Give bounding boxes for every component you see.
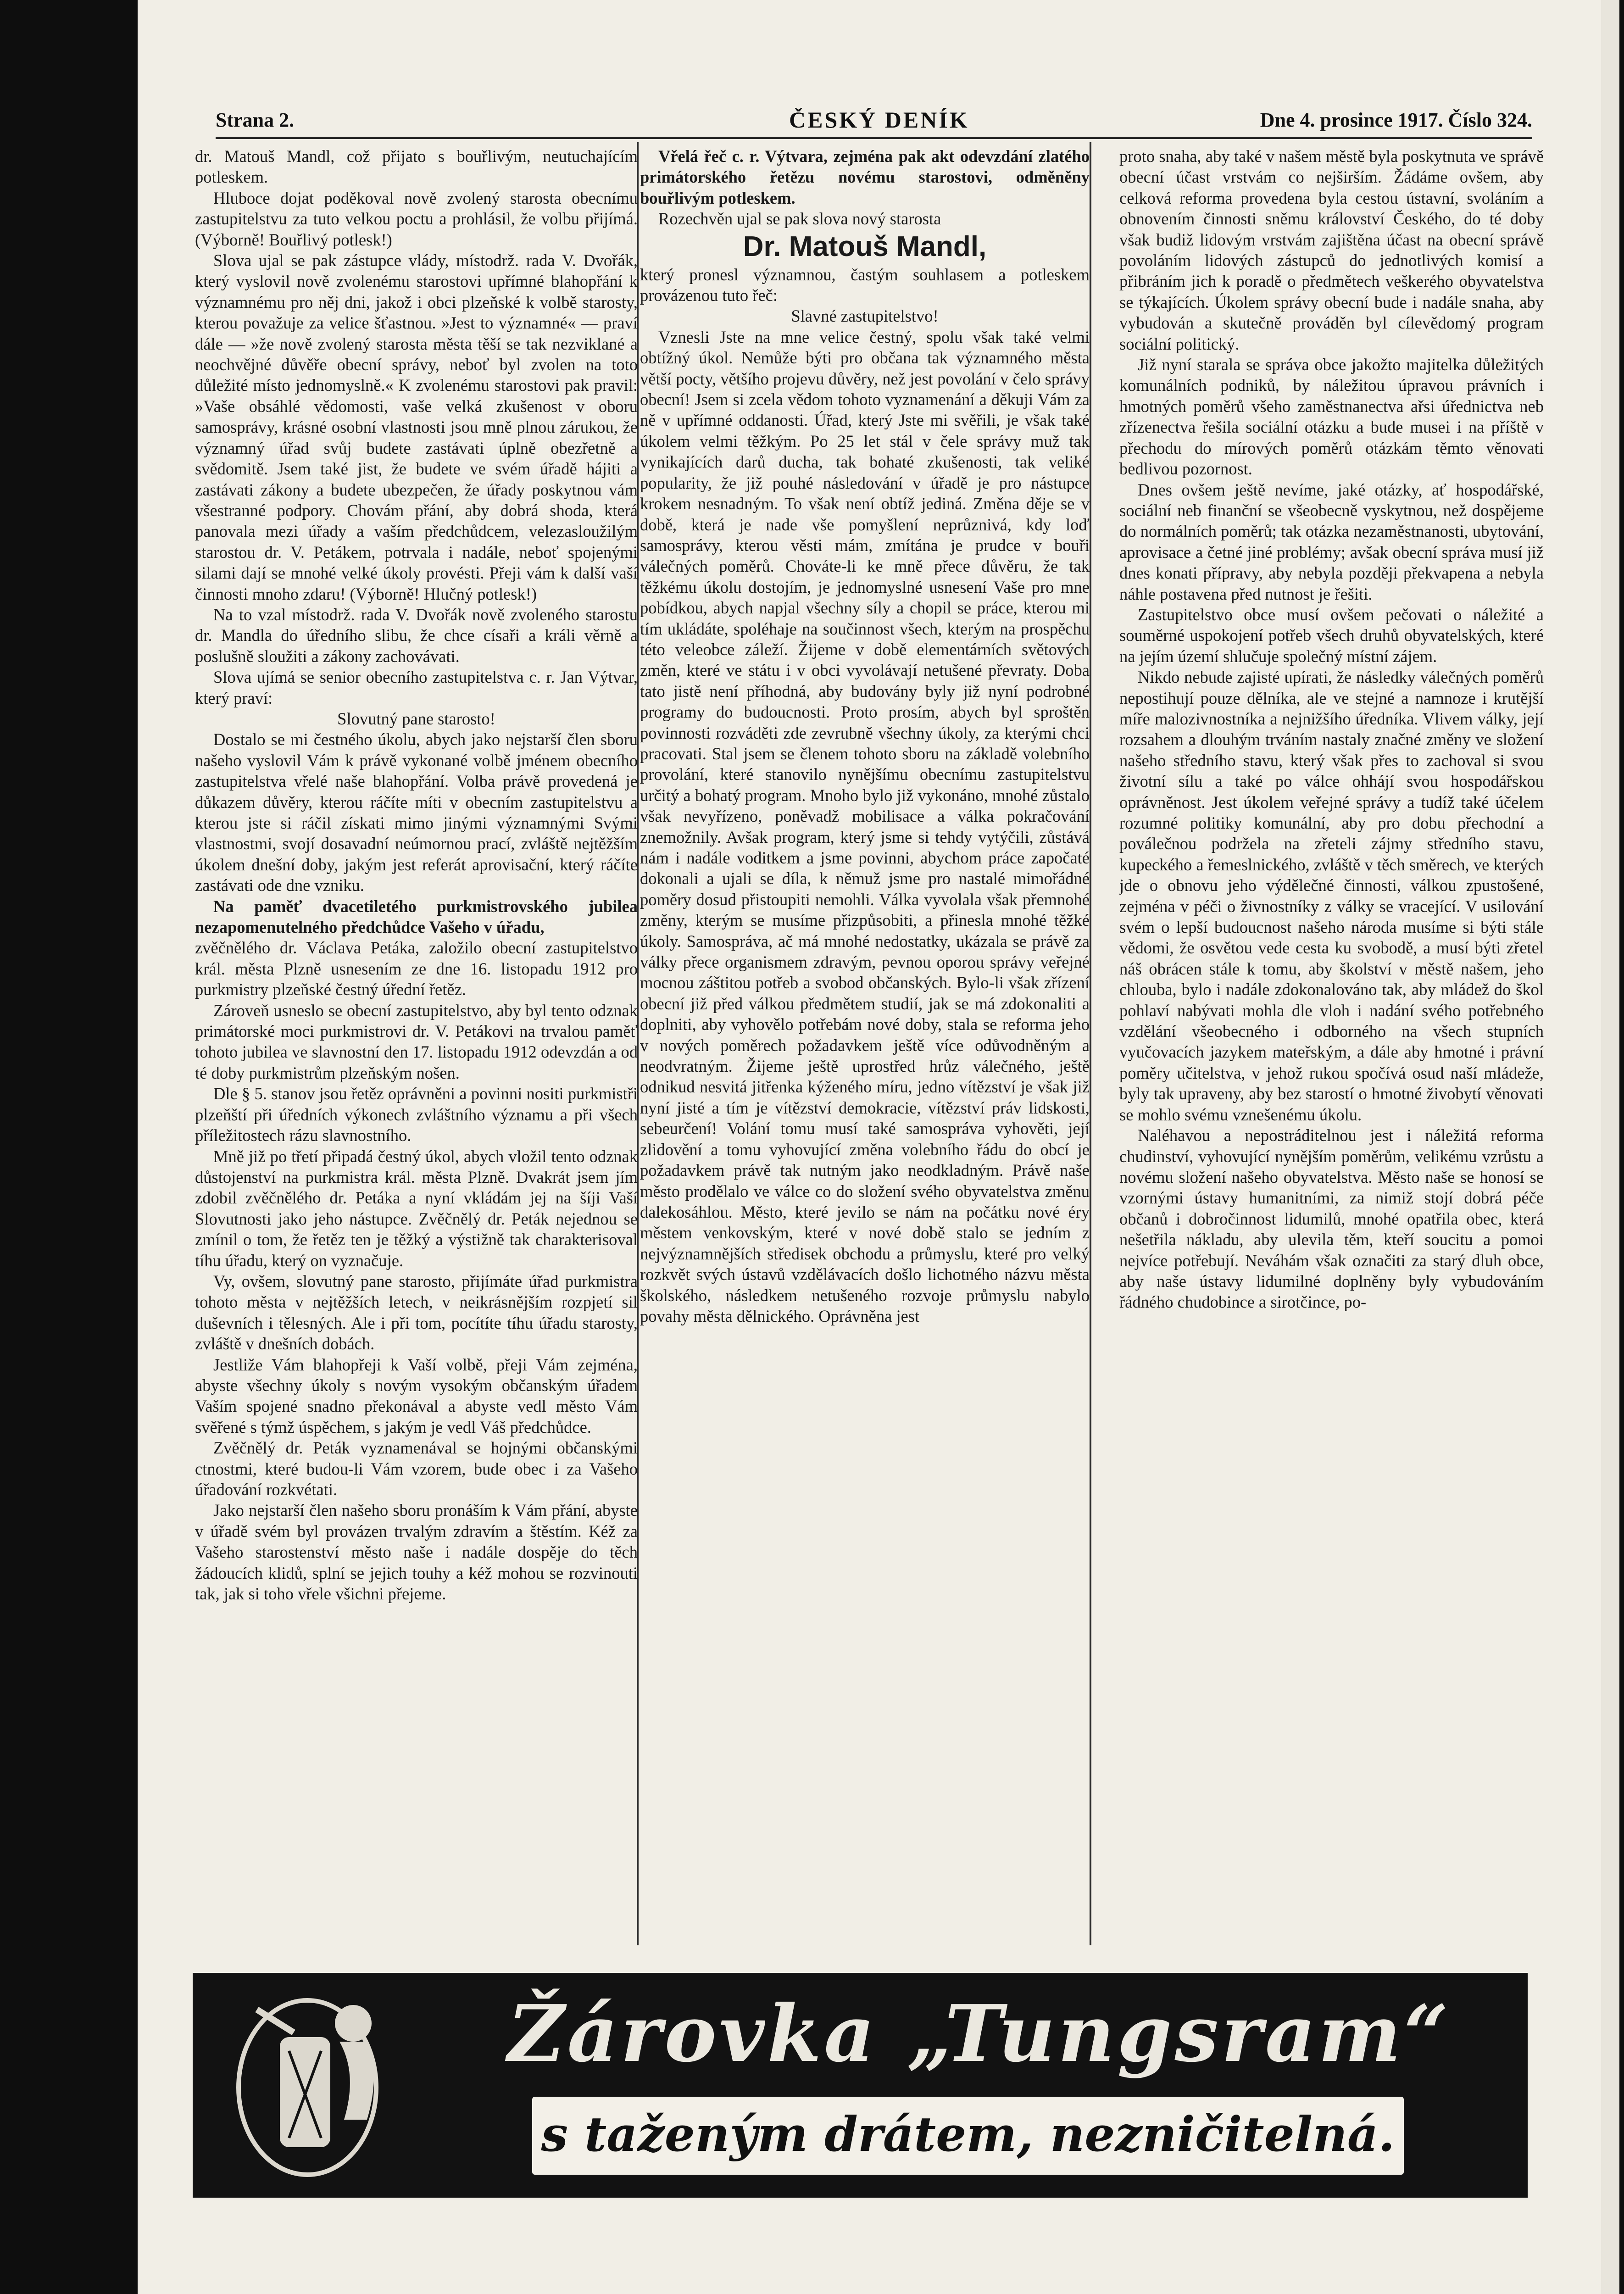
ad-subtitle: s taženým drátem, nezničitelná. [541, 2106, 1395, 2162]
article-paragraph: Zvěčnělý dr. Peták vyznamenával se hojnými občanskými ctnostmi, které budou-li Vám vzorem, bude obec i za Vašeho úřadování rozkvétati. [195, 1438, 638, 1499]
article-paragraph: Rozechvěn ujal se pak slova nový starosta [658, 209, 941, 228]
salutation: Slavné zastupitelstvo! [791, 306, 939, 326]
ad-headline: Žárovka „Tungsram“ [507, 1988, 1452, 2080]
article-paragraph: Jako nejstarší člen našeho sboru pronáším k Vám přání, abyste v úřadě svém byl provázen trvalým zdravím a štěstím. Kéž za Vašeho starostenství město naše i nadále dospěje do těch žádoucích klidů, splní se jejich touhy a kéž mohou se rozvinouti tak, jak si toho vřele všichni přejeme. [195, 1501, 638, 1604]
tungsram-advertisement [193, 1973, 1528, 2198]
article-paragraph: Dle § 5. stanov jsou řetěz oprávněni a povinni nositi purkmistři plzeňští při úředních výkonech zvláštního významu a při všech příležitostech rázu slavnostního. [195, 1084, 638, 1145]
article-paragraph: proto snaha, aby také v našem městě byla poskytnuta ve správě obecní účast vrstvám co nejširším. Žádáme ovšem, aby celková reforma provedena byla cestou ústavní, svoláním a obnovením činnosti sněmu království Českého, do té doby však budiž lidovým vrstvám zajištěna účast na obecní správě povoláním lidových zástupců do jednotlivých komisí a přibráním jich k poradě o předmětech veškerého obyvatelstva se týkajících. Úkolem správy obecní bude i nadále snaha, aby vybudován a skutečně prováděn byl cílevědomý program sociální politický. [1119, 147, 1544, 353]
newspaper-title: ČESKÝ DENÍK [789, 107, 969, 133]
article-paragraph: Zároveň usneslo se obecní zastupitelstvo, aby byl tento odznak primátorské moci purkmistrovi dr. V. Petákovi na trvalou paměť tohoto jubilea ve slavnostní den 17. listopadu 1912 odevzdán a od té doby purkmistrům plzeňským nošen. [195, 1001, 638, 1082]
article-column-3 [1119, 146, 1544, 1935]
article-column-2 [640, 146, 1090, 1935]
speaker-name-heading: Dr. Matouš Mandl, [743, 230, 987, 262]
article-paragraph: dr. Matouš Mandl, což přijato s bouřlivým, neutuchajícím potleskem. [195, 147, 638, 187]
article-paragraph: Vřelá řeč c. r. Výtvara, zejména pak akt odevzdání zlatého primátorského řetězu novému starostovi, odměněny bouřlivým potleskem. [640, 147, 1090, 207]
article-paragraph: Na paměť dvacetiletého purkmistrovského jubilea nezapomenutelného předchůdce Vašeho v úřadu, [195, 896, 638, 937]
article-paragraph: Zastupitelstvo obce musí ovšem pečovati o náležité a souměrné uspokojení potřeb všech druhů obyvatelských, které na jejím území shlučuje společný místní zájem. [1119, 605, 1544, 666]
article-paragraph: Dostalo se mi čestného úkolu, abych jako nejstarší člen sboru našeho vyslovil Vám k právě vykonané volbě jménem obecního zastupitelstva vřelé naše blahopřání. Volba právě provedená je důkazem důvěry, kterou ráčíte míti v obecním zastupitelstvu a kterou jste si ráčil získati mimo jinými významnými Svými vlastnostmi, svojí dosavadní neúmornou prací, zvláště nejtěžším úkolem dnešní doby, jakým jest referát aprovisační, který ráčíte zastávati ode dne vzniku. [195, 730, 638, 895]
lamp-figure-illustration [202, 1982, 417, 2188]
article-paragraph: Již nyní starala se správa obce jakožto majitelka důležitých komunálních podniků, by náležitou úpravou právních i hmotných poměrů všeho zaměstnanectva ařsi úřednictva neb zřízenectva řešila sociální otázku a bude musei i na příště v přechodu do mírových poměrů otázkám těmto věnovati bedlivou pozornost. [1119, 355, 1544, 479]
page-number: Strana 2. [216, 109, 295, 131]
page-header [216, 105, 1532, 139]
article-paragraph: Nikdo nebude zajisté upírati, že následky válečných poměrů nepostihují pouze dělníka, ale ve stejné a namnoze i krutější míře malozivnostníka a nejnižšího úředníka. Vlivem války, její rozsahem a dlouhým trváním nastaly značné změny ve složení našeho středního stavu, který však přes to zachoval si svou životní sílu a také po válce ohhájí svou hospodářskou oprávněnost. Jest úkolem veřejné správy a tudíž také účelem rozumné politiky komunální, aby pro dobu přechodní a poválečnou podržela na zřeteli zájmy středního stavu, kupeckého a řemeslnického, zvláště v těch směrech, ve kterých jde o obnovu jeho výdělečné činnosti, válkou zpustošené, zejména v péči o živnostníky z války se vracející. V usilování svém o lepší budoucnost našeho národa musíme si býti stále vědomi, že osvětou vede cesta ku svobodě, a musí býti zřetel náš obrácen stále k tomu, aby školství v městě našem, jeho chlouba, bylo i nadále zdokonalováno tak, aby mládež do škol pohlaví nabývati mohla dle vloh i nadání svého potřebného vzdělání všeobecného i odborného na všech stupních vyučovacích jazykem mateřským, a dále aby hmotné i právní poměry učitelstva, v jehož rukou spočívá osud naší mládeže, byly tak upraveny, aby bez starostí o hmotné živobytí věnovati se mohlo svému vznešenému úkolu. [1119, 668, 1544, 1124]
article-paragraph: Hluboce dojat poděkoval nově zvolený starosta obecnímu zastupitelstvu za tuto velkou poctu a prohlásil, že volbu přijímá. (Výborně! Bouřlivý potlesk!) [195, 188, 638, 249]
article-paragraph: Dnes ovšem ještě nevíme, jaké otázky, ať hospodářské, sociální neb finanční se všeobecně vyskytnou, než dospějeme do normálních poměrů; tak otázka nezaměstnanosti, ubytování, aprovisace a četné jiné problémy; avšak obecní správa musí již dnes konati přípravy, aby nebyla později překvapena a nebyla náhle postavena před nutnost je řešiti. [1119, 480, 1544, 603]
article-paragraph: zvěčnělého dr. Václava Petáka, založilo obecní zastupitelstvo král. města Plzně usnesením ze dne 16. listopadu 1912 pro purkmistry plzeňské čestný úřední řetěz. [195, 938, 638, 999]
article-paragraph: který pronesl významnou, častým souhlasem a potleskem provázenou tuto řeč: [640, 265, 1090, 305]
article-paragraph: Vznesli Jste na mne velice čestný, spolu však také velmi obtížný úkol. Nemůže býti pro občana tak významného města větší pocty, většího projevu důvěry, než jest povolání v čelo správy obecní! Jsem si zcela vědom tohoto vyznamenání a děkuji Vám za ně v upřímné oddanosti. Úřad, který Jste mi svěřili, je však také úkolem velmi těžkým. Po 25 let stál v čele správy muž tak vynikajících darů ducha, tak bohaté zkušenosti, tak veliké popularity, že již pouhé následování v úřadě je pro nástupce krokem nesnadným. To však není obtíž jediná. Změna děje se v době, která je nade vše pomyšlení neprůznivá, kdy loď samosprávy, kterou věsti mám, zmítána je prudce v bouři válečných poměrů. Chováte-li ke mně přece důvěru, že tak těžkému úkolu dostojím, je jednomyslné usnesení Vaše pro mne pobídkou, abych napjal všechny síly a chopil se práce, kterou mi tím ukládáte, spoléhaje na součinnost všech, kterým na prospěchu této veleobce záleží. Žijeme v době elementárních světových změn, které ve státu i v obci vyvolávají netušené převraty. Doba tato jistě není příhodná, aby budovány byly již nyní podrobné programy do budoucnosti. Proto prosím, abych byl sproštěn povinnosti rozváděti zde zevrubně všechny úkoly, za kterými chci pracovati. Stal jsem se členem tohoto sboru na základě volebního provolání, které stanovilo nynějšímu obecnímu zastupitelstvu určitý a bohatý program. Mnoho bylo již vykonáno, mnohé zůstalo však nevyřízeno, poněvadž mobilisace a válka pokračování znemožnily. Avšak program, který jsme si tehdy vytýčili, zůstává nám i nadále voditkem a jsme povinni, abychom práce započaté dokonali a ujali se díla, k němuž jsme pro nastalé mimořádné poměry dosud přistoupiti nemohli. Válka vyvolala však přemnohé změny, kterým se musíme přizpůsobiti, a přinesla mnohé těžké úkoly. Samospráva, ač má mnohé nedostatky, ukázala se právě za války přece organismem zdravým, pevnou oporou správy veřejné mocnou záštitou potřeb a svobod občanských. Bylo-li však zřízení obecní již před válkou předmětem studií, jak se má zdokonaliti a doplniti, aby vyhovělo potřebám nové doby, stala se reforma jeho v nových poměrech požadavkem ještě více odůvodněným a neodvratným. Žijeme ještě uprostřed hrůz válečného, ještě odnikud nesvitá jitřenka kýženého míru, jedno vítězství je však již nyní jisté a tím je vítězství demokracie, vítězství práv lidskosti, sebeurčení! Volání tomu musí také samospráva vyhověti, její zlidovění a tomu vyhovující změna volebního řádu do obcí je požadavkem právě tak nutným jako neodkladným. Právě naše město prodělalo ve válce co do složení svého obyvatelstva změnu dalekosáhlou. Město, které jevilo se nám na počátku nové éry městem venkovským, které v nové době stalo se jedním z nejvýznamnějších středisek obchodu a průmyslu, které pro velký rozkvět svých ústavů vzdělávacích došlo lichotného názvu města školského, následkem netušeného rozvoje průmyslu nabylo povahy města dělnického. Oprávněna jest [640, 327, 1090, 1325]
salutation: Slovutný pane starosto! [337, 709, 495, 728]
issue-date: Dne 4. prosince 1917. Číslo 324. [1260, 109, 1532, 131]
article-paragraph: Naléhavou a nepostráditelnou jest i náležitá reforma chudinství, vyhovující nynějším poměrům, velikému vzrůstu a novému složení našeho obyvatelstva. Město naše se honosí se vzornými ústavy humanitními, za nimiž stojí dobrá péče občanů i dobročinnost lidumilů, mnohé opatřila obec, která nešetřila nákladu, aby ulevila těm, kteří soucitu a pomoi nejvíce potřebují. Neváhám však označiti za starý dluh obce, aby naše ústavy lidumilné doplněny byly vybudováním řádného chudobince a sirotčince, po- [1119, 1126, 1544, 1312]
article-paragraph: Na to vzal místodrž. rada V. Dvořák nově zvoleného starostu dr. Mandla do úředního slibu, že chce císaři a králi věrně a poslušně sloužiti a zákony zachovávati. [195, 605, 638, 666]
article-paragraph: Slova ujal se pak zástupce vlády, místodrž. rada V. Dvořák, který vyslovil nově zvolenému starostovi upřímné blahopřání k významnému pro něj dni, jakož i obci plzeňské k volbě starosty, kterou považuje za velice šťastnou. »Jest to významné« — praví dále — »že nově zvolený starosta města těší se tak nezviklané a neochvějné důvěře obecní správy, neboť byl zvolen na toto důležité místo jednomyslně.« K zvolenému starostovi pak pravil: »Vaše obsáhlé vědomosti, vaše velká zkušenost v oboru samosprávy, krásné osobní vlastnosti jsou mně plnou zárukou, že významný úřad svůj budete zastávati úplně obezřetně a svědomitě. Jsem také jist, že budete ve svém úřadě hájiti a zastávati zákony a budete ubezpečen, že úřady poskytnou vám všestranné podpory. Chovám přání, aby dobrá shoda, která panovala mezi úřady a vaším předchůdcem, velezasloužilým starostou dr. V. Petákem, potrvala i nadále, neboť spojenými silami dají se mnohé velké úkoly provésti. Přeji vám k další vaší činnosti mnoho zdaru! (Výborně! Hlučný potlesk!) [195, 251, 638, 603]
article-column-1 [195, 146, 638, 1935]
article-paragraph: Mně již po třetí připadá čestný úkol, abych vložil tento odznak důstojenství na purkmistra král. města Plzně. Dvakrát jsem jím zdobil zvěčnělého dr. Petáka a nyní vkládám jej na šíji Vaší Slovutnosti jako jeho nástupce. Zvěčnělý dr. Peták nejednou se zmínil o tom, že řetěz ten je těžký a výstižně tak charakterisoval tíhu úřadu, který on vyznačuje. [195, 1147, 638, 1270]
article-paragraph: Vy, ovšem, slovutný pane starosto, přijímáte úřad purkmistra tohoto města v nejtěžších letech, v neikrásnějším rozpjetí sil duševních i tělesných. Ale i při tom, pocítíte tíhu úřadu starosty, zvláště v dnešních dobách. [195, 1271, 638, 1353]
column-rule [1090, 142, 1091, 1945]
article-paragraph: Jestliže Vám blahopřeji k Vaší volbě, přeji Vám zejména, abyste všechny úkoly s novým vysokým občanským úřadem Vaším spojené snadno překonával a abyste vedl město Vám svěřené s týmž úspěchem, s jakým je vedl Váš předchůdce. [195, 1355, 638, 1437]
scan-edge [1601, 0, 1619, 2294]
article-paragraph: Slova ujímá se senior obecního zastupitelstva c. r. Jan Výtvar, který praví: [195, 668, 638, 707]
